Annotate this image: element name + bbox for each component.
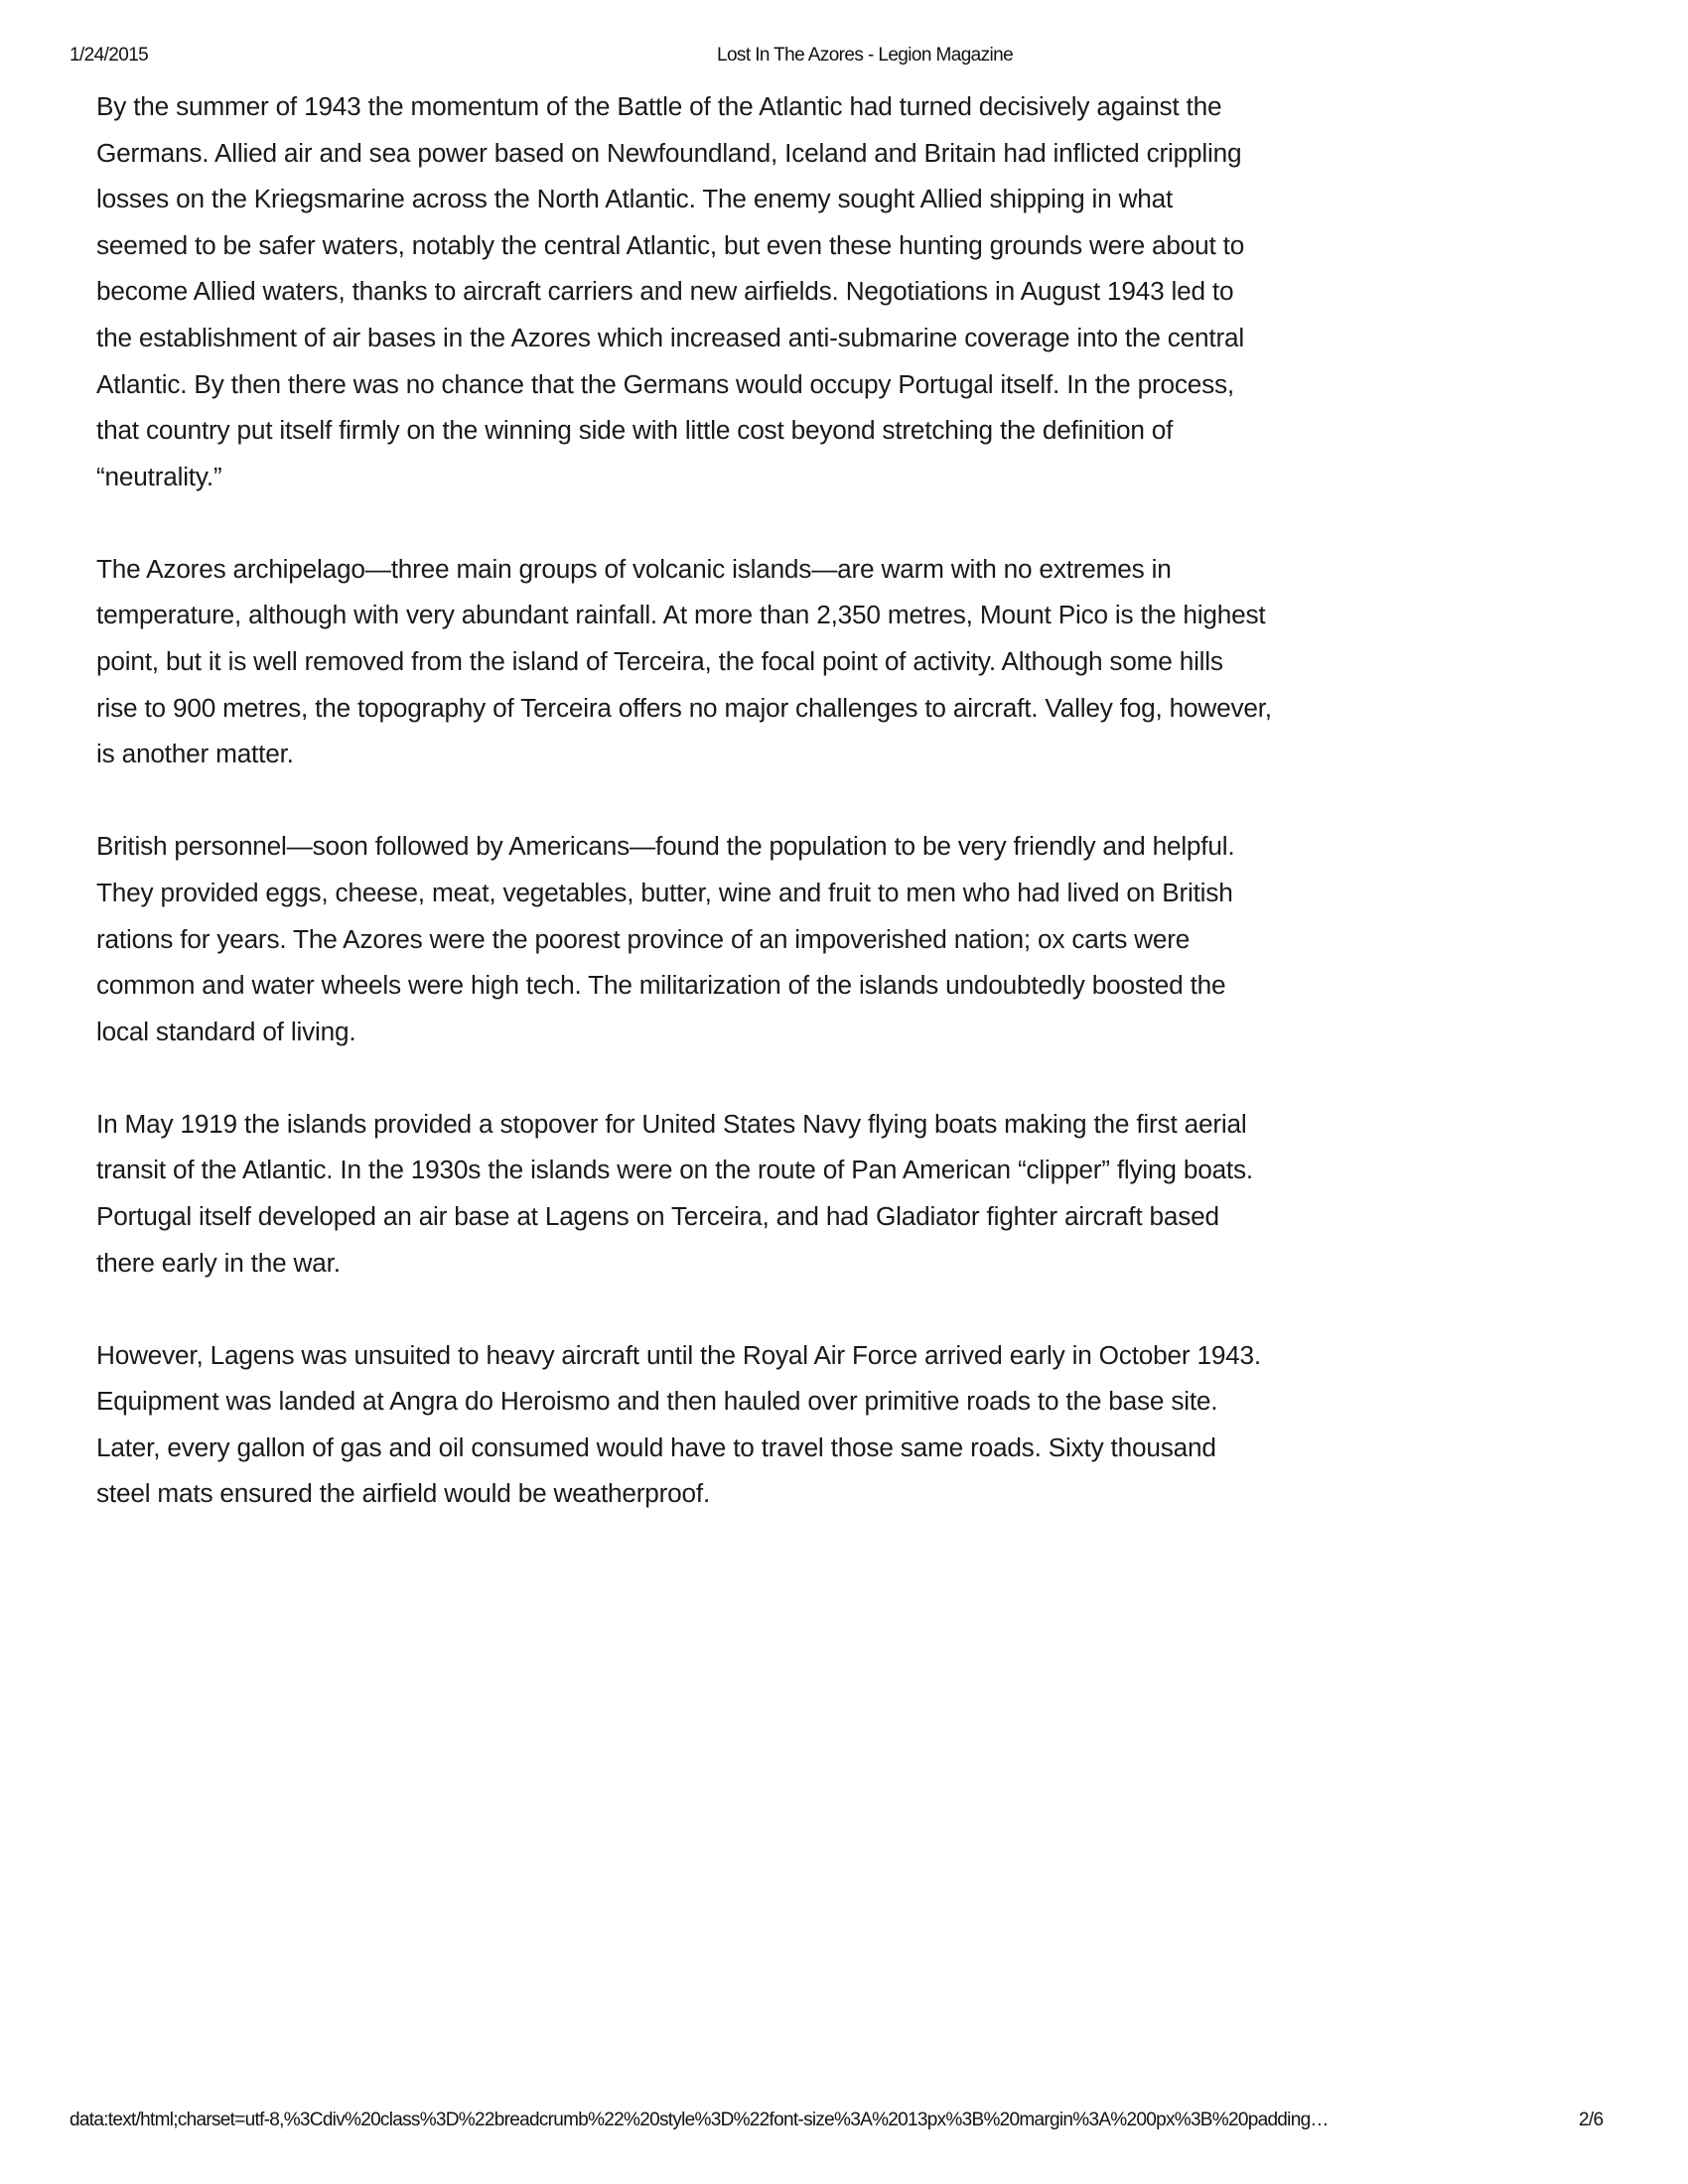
text-line: point, but it is well removed from the island of Terceira, the focal point of activity. Although some hills	[96, 646, 1223, 677]
text-line: that country put itself firmly on the winning side with little cost beyond stretching the definition of	[96, 415, 1174, 446]
paragraph-1	[96, 83, 1427, 499]
paragraph-3	[96, 823, 1427, 1054]
text-line: seemed to be safer waters, notably the central Atlantic, but even these hunting grounds were about to	[96, 229, 1245, 260]
text-line: common and water wheels were high tech. The militarization of the islands undoubtedly boosted the	[96, 970, 1226, 1001]
text-line: Germans. Allied air and sea power based on Newfoundland, Iceland and Britain had inflicted crippling	[96, 137, 1242, 168]
text-line: Equipment was landed at Angra do Heroismo and then hauled over primitive roads to the base site.	[96, 1386, 1218, 1417]
text-line: steel mats ensured the airfield would be weatherproof.	[96, 1478, 711, 1509]
text-line: “neutrality.”	[96, 461, 222, 491]
text-line: The Azores archipelago—three main groups of volcanic islands—are warm with no extremes in	[96, 553, 1172, 584]
text-line: rise to 900 metres, the topography of Terceira offers no major challenges to aircraft. Valley fog, however,	[96, 692, 1272, 723]
text-line: rations for years. The Azores were the poorest province of an impoverished nation; ox carts were	[96, 923, 1191, 954]
text-line: However, Lagens was unsuited to heavy aircraft until the Royal Air Force arrived early in October 1943.	[96, 1339, 1261, 1370]
paragraph-5	[96, 1332, 1427, 1517]
text-line: there early in the war.	[96, 1247, 341, 1278]
text-line: In May 1919 the islands provided a stopover for United States Navy flying boats making the first aerial	[96, 1108, 1247, 1139]
text-line: Atlantic. By then there was no chance that the Germans would occupy Portugal itself. In the process,	[96, 368, 1234, 399]
text-line: Portugal itself developed an air base at Lagens on Terceira, and had Gladiator fighter aircraft based	[96, 1200, 1219, 1231]
text-line: local standard of living.	[96, 1016, 356, 1046]
print-header-title: Lost In The Azores - Legion Magazine	[717, 45, 1014, 66]
text-line: temperature, although with very abundant rainfall. At more than 2,350 metres, Mount Pico is the highest	[96, 600, 1266, 630]
article-body	[96, 83, 1427, 1564]
text-line: losses on the Kriegsmarine across the North Atlantic. The enemy sought Allied shipping in what	[96, 184, 1174, 214]
print-footer-page-number: 2/6	[1579, 2110, 1604, 2130]
text-line: the establishment of air bases in the Azores which increased anti-submarine coverage into the central	[96, 322, 1244, 352]
text-line: is another matter.	[96, 739, 294, 769]
text-line: Later, every gallon of gas and oil consumed would have to travel those same roads. Sixty thousand	[96, 1432, 1216, 1462]
print-footer-url: data:text/html;charset=utf-8,%3Cdiv%20class%3D%22breadcrumb%22%20style%3D%22font-size%3A%2013px%3B%20margin%3A%200px%3B%20padding…	[70, 2110, 1329, 2130]
text-line: transit of the Atlantic. In the 1930s the islands were on the route of Pan American “clipper” flying boats.	[96, 1155, 1253, 1185]
text-line: They provided eggs, cheese, meat, vegetables, butter, wine and fruit to men who had lived on British	[96, 877, 1233, 907]
paragraph-2	[96, 546, 1427, 777]
print-header-date: 1/24/2015	[70, 45, 149, 66]
paragraph-4	[96, 1101, 1427, 1286]
text-line: By the summer of 1943 the momentum of the Battle of the Atlantic had turned decisively against the	[96, 91, 1222, 121]
text-line: become Allied waters, thanks to aircraft carriers and new airfields. Negotiations in August 1943 led to	[96, 276, 1234, 307]
text-line: British personnel—soon followed by Americans—found the population to be very friendly and helpful.	[96, 831, 1235, 862]
